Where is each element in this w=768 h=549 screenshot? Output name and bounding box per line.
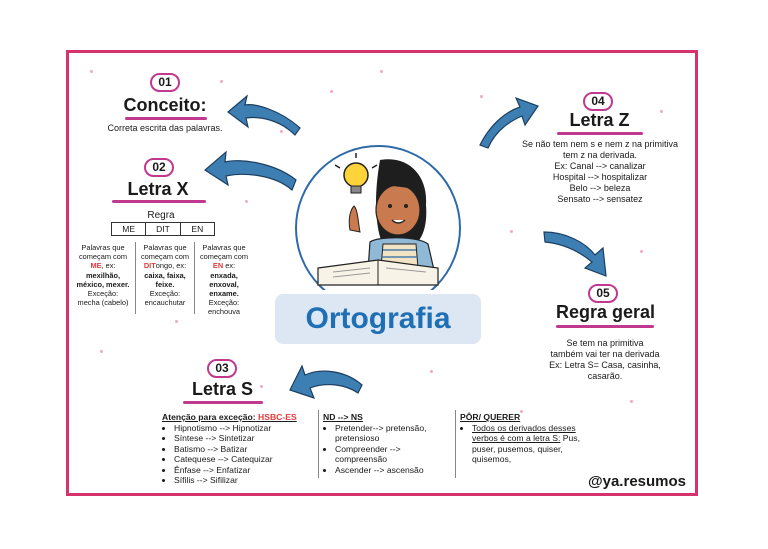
col3-item-underlined: Todos os derivados desses verbos é com a letra S: <box>472 422 576 443</box>
arrow-to-regra-geral-icon <box>544 232 606 276</box>
list-item: • Síntese --> Sintetizar <box>174 433 312 444</box>
regra-cell-en: EN <box>191 224 204 234</box>
regra-geral-line: também vai ter na derivada <box>550 349 660 359</box>
arrow-to-letra-s-icon <box>290 366 362 398</box>
conceito-number: 01 <box>150 73 180 92</box>
list-item: • Hipnotismo --> Hipnotizar <box>174 423 312 434</box>
regra-cell-me: ME <box>112 223 146 235</box>
col-me-key: ME <box>90 261 102 271</box>
letra-s-divider-2 <box>455 410 456 478</box>
letra-x-col-en <box>196 243 252 317</box>
col2-list <box>323 423 451 476</box>
col-dit-post: ongo, ex: <box>155 261 187 271</box>
col-dit-examples: caixa, faixa, feixe. <box>144 270 186 289</box>
col-dit-pre: Palavras que começam com <box>140 243 190 262</box>
col-dit-exc-label: Exceção: <box>149 289 181 299</box>
regra-cell-dit: DIT <box>146 223 180 235</box>
regra-geral-text <box>520 338 690 382</box>
col-en-exc: enchouva <box>207 307 241 317</box>
col2-head: ND --> NS <box>323 412 363 422</box>
col-en-examples: enxada, enxoval, enxame. <box>209 270 239 299</box>
col1-key: HSBC-ES <box>258 412 297 422</box>
col-en-post: ex: <box>223 261 236 271</box>
regra-geral-number: 05 <box>588 284 618 303</box>
col-me-exc-label: Exceção: <box>87 289 119 299</box>
col-me-pre: Palavras que começam com <box>78 243 128 262</box>
col-me-post: , ex: <box>101 261 116 271</box>
letra-s-title: Letra S <box>191 379 254 399</box>
letra-z-line: Se não tem nem s e nem z na primitiva <box>521 139 679 149</box>
col3-list <box>460 423 585 465</box>
letra-z-underline <box>557 132 643 135</box>
regra-geral-title: Regra geral <box>555 302 656 322</box>
letra-z-line: tem z na derivada. <box>562 150 638 160</box>
letra-z-line: Belo --> beleza <box>569 183 631 193</box>
letra-x-divider-2 <box>194 242 195 314</box>
list-item: • Batismo --> Batizar <box>174 444 312 455</box>
letra-z-line: Ex: Canal --> canalizar <box>554 161 646 171</box>
list-item: • Pretender--> pretensão, pretensioso <box>335 423 451 444</box>
letra-s-col-nd-ns <box>323 412 451 475</box>
letra-x-divider-1 <box>135 242 136 314</box>
letra-s-divider-1 <box>318 410 319 478</box>
conceito-underline <box>125 117 207 120</box>
letra-x-col-me <box>72 243 134 307</box>
col1-head: Atenção para exceção: <box>162 412 256 422</box>
letra-s-underline <box>183 401 263 404</box>
col-me-exc: mecha (cabelo) <box>77 298 129 308</box>
letra-z-line: Hospital --> hospitalizar <box>552 172 648 182</box>
col3-head: PÔR/ QUERER <box>460 412 521 422</box>
list-item <box>472 423 585 465</box>
regra-geral-line: casarão. <box>587 371 623 381</box>
letra-z-title: Letra Z <box>569 110 630 130</box>
center-title: Ortografia <box>275 294 481 344</box>
author-handle: @ya.resumos <box>588 473 687 490</box>
letra-z-number: 04 <box>583 92 613 111</box>
conceito-text: Correta escrita das palavras. <box>107 123 223 133</box>
regra-geral-line: Ex: Letra S= Casa, casinha, <box>549 360 661 370</box>
col-me-examples: mexilhão, méxico, mexer. <box>76 270 130 289</box>
col1-list <box>162 423 312 486</box>
col-en-pre: Palavras que começam com <box>199 243 249 262</box>
list-item: • Ênfase --> Enfatizar <box>174 465 312 476</box>
letra-x-regra-label: Regra <box>147 210 175 221</box>
col3-item-rest: Pus, puser, pusemos, quiser, quisemos, <box>472 433 580 464</box>
col-en-key: EN <box>212 261 224 271</box>
letra-s-col-por-querer <box>460 412 585 465</box>
letra-x-underline <box>112 200 206 203</box>
letra-s-number: 03 <box>207 359 237 378</box>
conceito-title: Conceito: <box>123 95 207 115</box>
list-item: • Ascender --> ascensão <box>335 465 451 476</box>
girl-studying-idea-icon <box>288 140 468 290</box>
letra-x-title: Letra X <box>127 179 189 199</box>
regra-geral-underline <box>556 325 654 328</box>
regra-geral-line: Se tem na primitiva <box>566 338 644 348</box>
list-item: • Compreender --> compreensão <box>335 444 451 465</box>
regra-table <box>111 222 215 236</box>
col-dit-exc: encauchutar <box>144 298 186 308</box>
list-item: • Sífilis --> Sifilizar <box>174 475 312 486</box>
arrow-to-letra-x-icon <box>205 152 296 190</box>
list-item: • Catequese --> Catequizar <box>174 454 312 465</box>
letra-x-col-dit <box>137 243 193 307</box>
letra-s-col-exceptions <box>162 412 312 486</box>
letra-z-text <box>505 139 695 205</box>
col-dit-key: DIT <box>143 261 156 271</box>
letra-z-line: Sensato --> sensatez <box>557 194 643 204</box>
letra-x-number: 02 <box>144 158 174 177</box>
col-en-exc-label: Exceção: <box>208 298 240 308</box>
